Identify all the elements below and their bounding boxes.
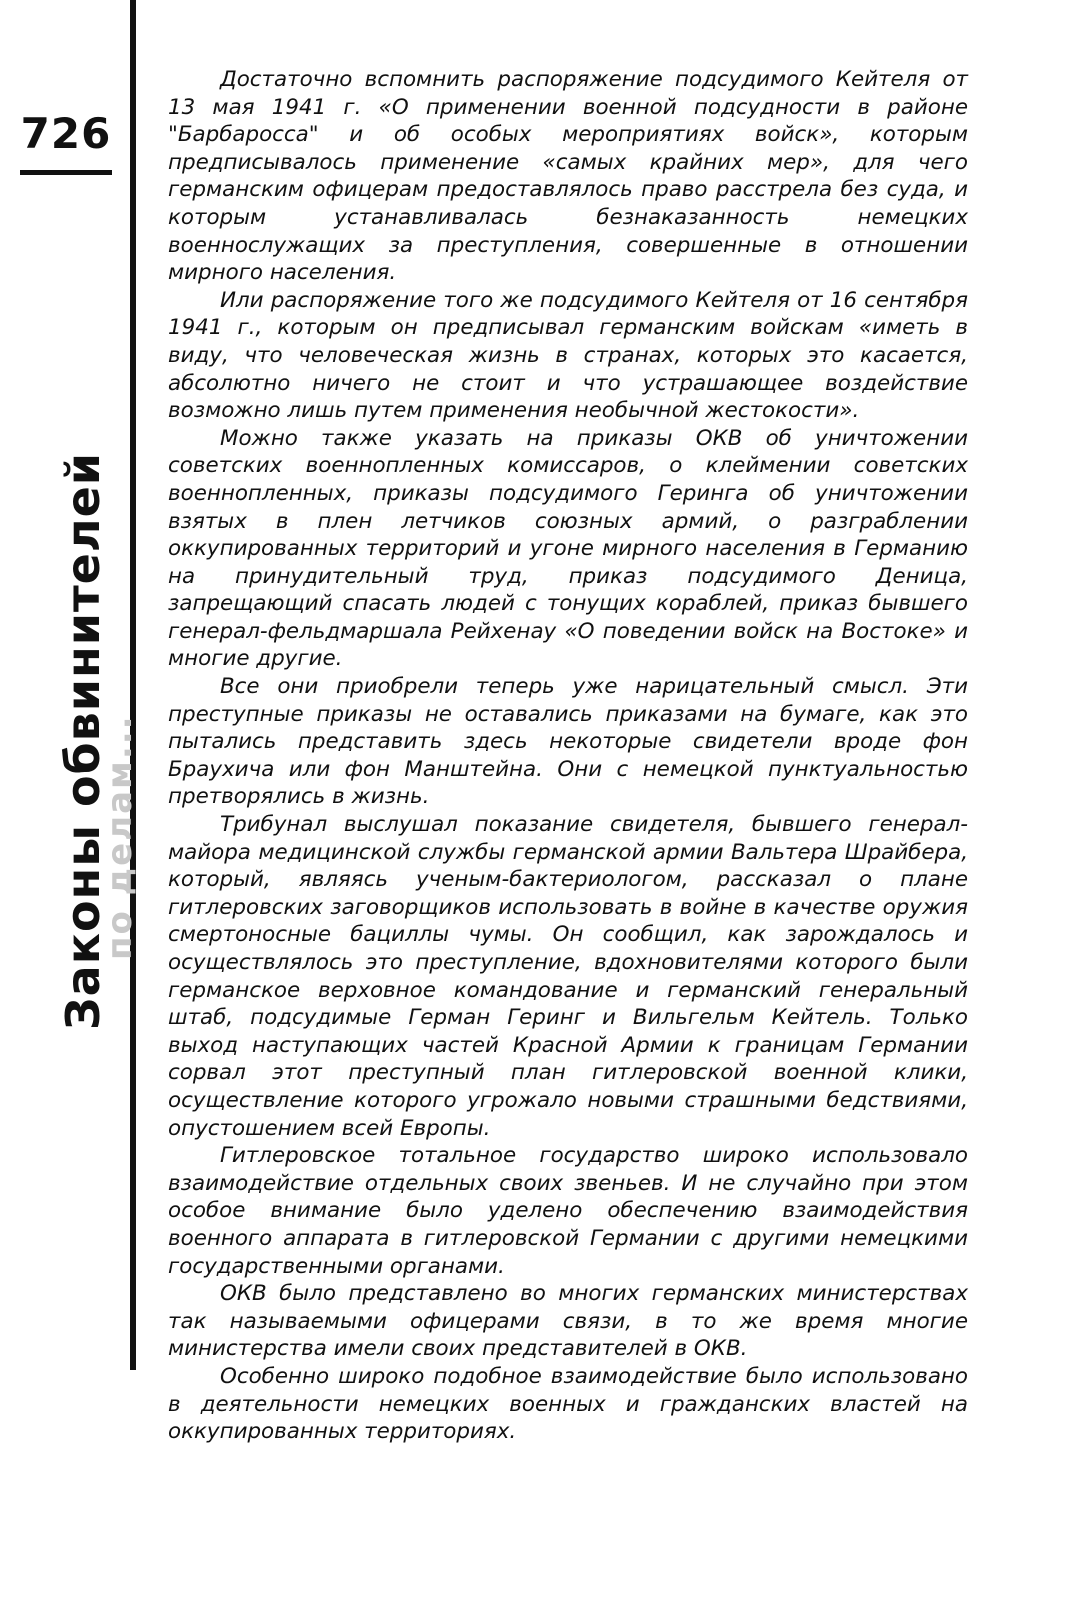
side-running-title: Законы обвинителей xyxy=(56,452,110,1030)
paragraph: Все они приобрели теперь уже нарицательный смысл. Эти преступные приказы не оставались приказами на бумаге, как это пытались представить здесь некоторые свидетели вроде фон Браухича или фон Манштейна. Они с немецкой пунктуальностью претворялись в жизнь. xyxy=(168,674,968,810)
page-number-rule xyxy=(20,170,112,175)
side-running-subtitle: по делам... xyxy=(100,714,140,960)
body-text xyxy=(168,66,968,1446)
paragraph: Или распоряжение того же подсудимого Кейтеля от 16 сентября 1941 г., которым он предписывал германским войскам «иметь в виду, что человеческая жизнь в странах, которых это касается, абсолютно ничего не стоит и что устрашающее воздействие возможно лишь путем применения необычной жестокости». xyxy=(168,287,968,424)
margin-vertical-rule xyxy=(130,0,136,1370)
page-number: 726 xyxy=(20,109,112,158)
paragraph: Особенно широко подобное взаимодействие было использовано в деятельности немецких военных и гражданских властей на оккупированных территориях. xyxy=(168,1363,968,1445)
paragraph: Можно также указать на приказы ОКВ об уничтожении советских военнопленных комиссаров, о клеймении советских военнопленных, приказы подсудимого Геринга об уничтожении взятых в плен летчиков союзных армий, о разграблении оккупированных территорий и угоне мирного населения в Германию на принудительный труд, приказ подсудимого Деница, запрещающий спасать людей с тонущих кораблей, приказ бывшего генерал-фельдмаршала Рейхенау «О поведении войск на Востоке» и многие другие. xyxy=(168,425,968,672)
paragraph: Трибунал выслушал показание свидетеля, бывшего генерал-майора медицинской службы германской армии Вальтера Шрайбера, который, являясь ученым-бактериологом, рассказал о плане гитлеровских заговорщиков использовать в войне в качестве оружия смертоносные бациллы чумы. Он сообщил, как зарождалось и осуществлялось это преступление, вдохновителями которого были германское верховное командование и германский генеральный штаб, подсудимые Герман Геринг и Вильгельм Кейтель. Только выход наступающих частей Красной Армии к границам Германии сорвал этот преступный план гитлеровской военной клики, осуществление которого угрожало новыми страшными бедствиями, опустошением всей Европы. xyxy=(168,812,968,1141)
paragraph: Достаточно вспомнить распоряжение подсудимого Кейтеля от 13 мая 1941 г. «О применении военной подсудности в районе "Барбаросса" и об особых мероприятиях войск», которым предписывалось применение «самых крайних мер», для чего германским офицерам предоставлялось право расстрела без суда, и которым устанавливалась безнаказанность немецких военнослужащих за преступления, совершенные в отношении мирного населения. xyxy=(168,67,968,286)
paragraph: Гитлеровское тотальное государство широко использовало взаимодействие отдельных своих звеньев. И не случайно при этом особое внимание было уделено обеспечению взаимодействия военного аппарата в гитлеровской Германии с другими немецкими государственными органами. xyxy=(168,1143,968,1279)
paragraph: ОКВ было представлено во многих германских министерствах так называемыми офицерами связи, в то же время многие министерства имели своих представителей в ОКВ. xyxy=(168,1281,968,1362)
